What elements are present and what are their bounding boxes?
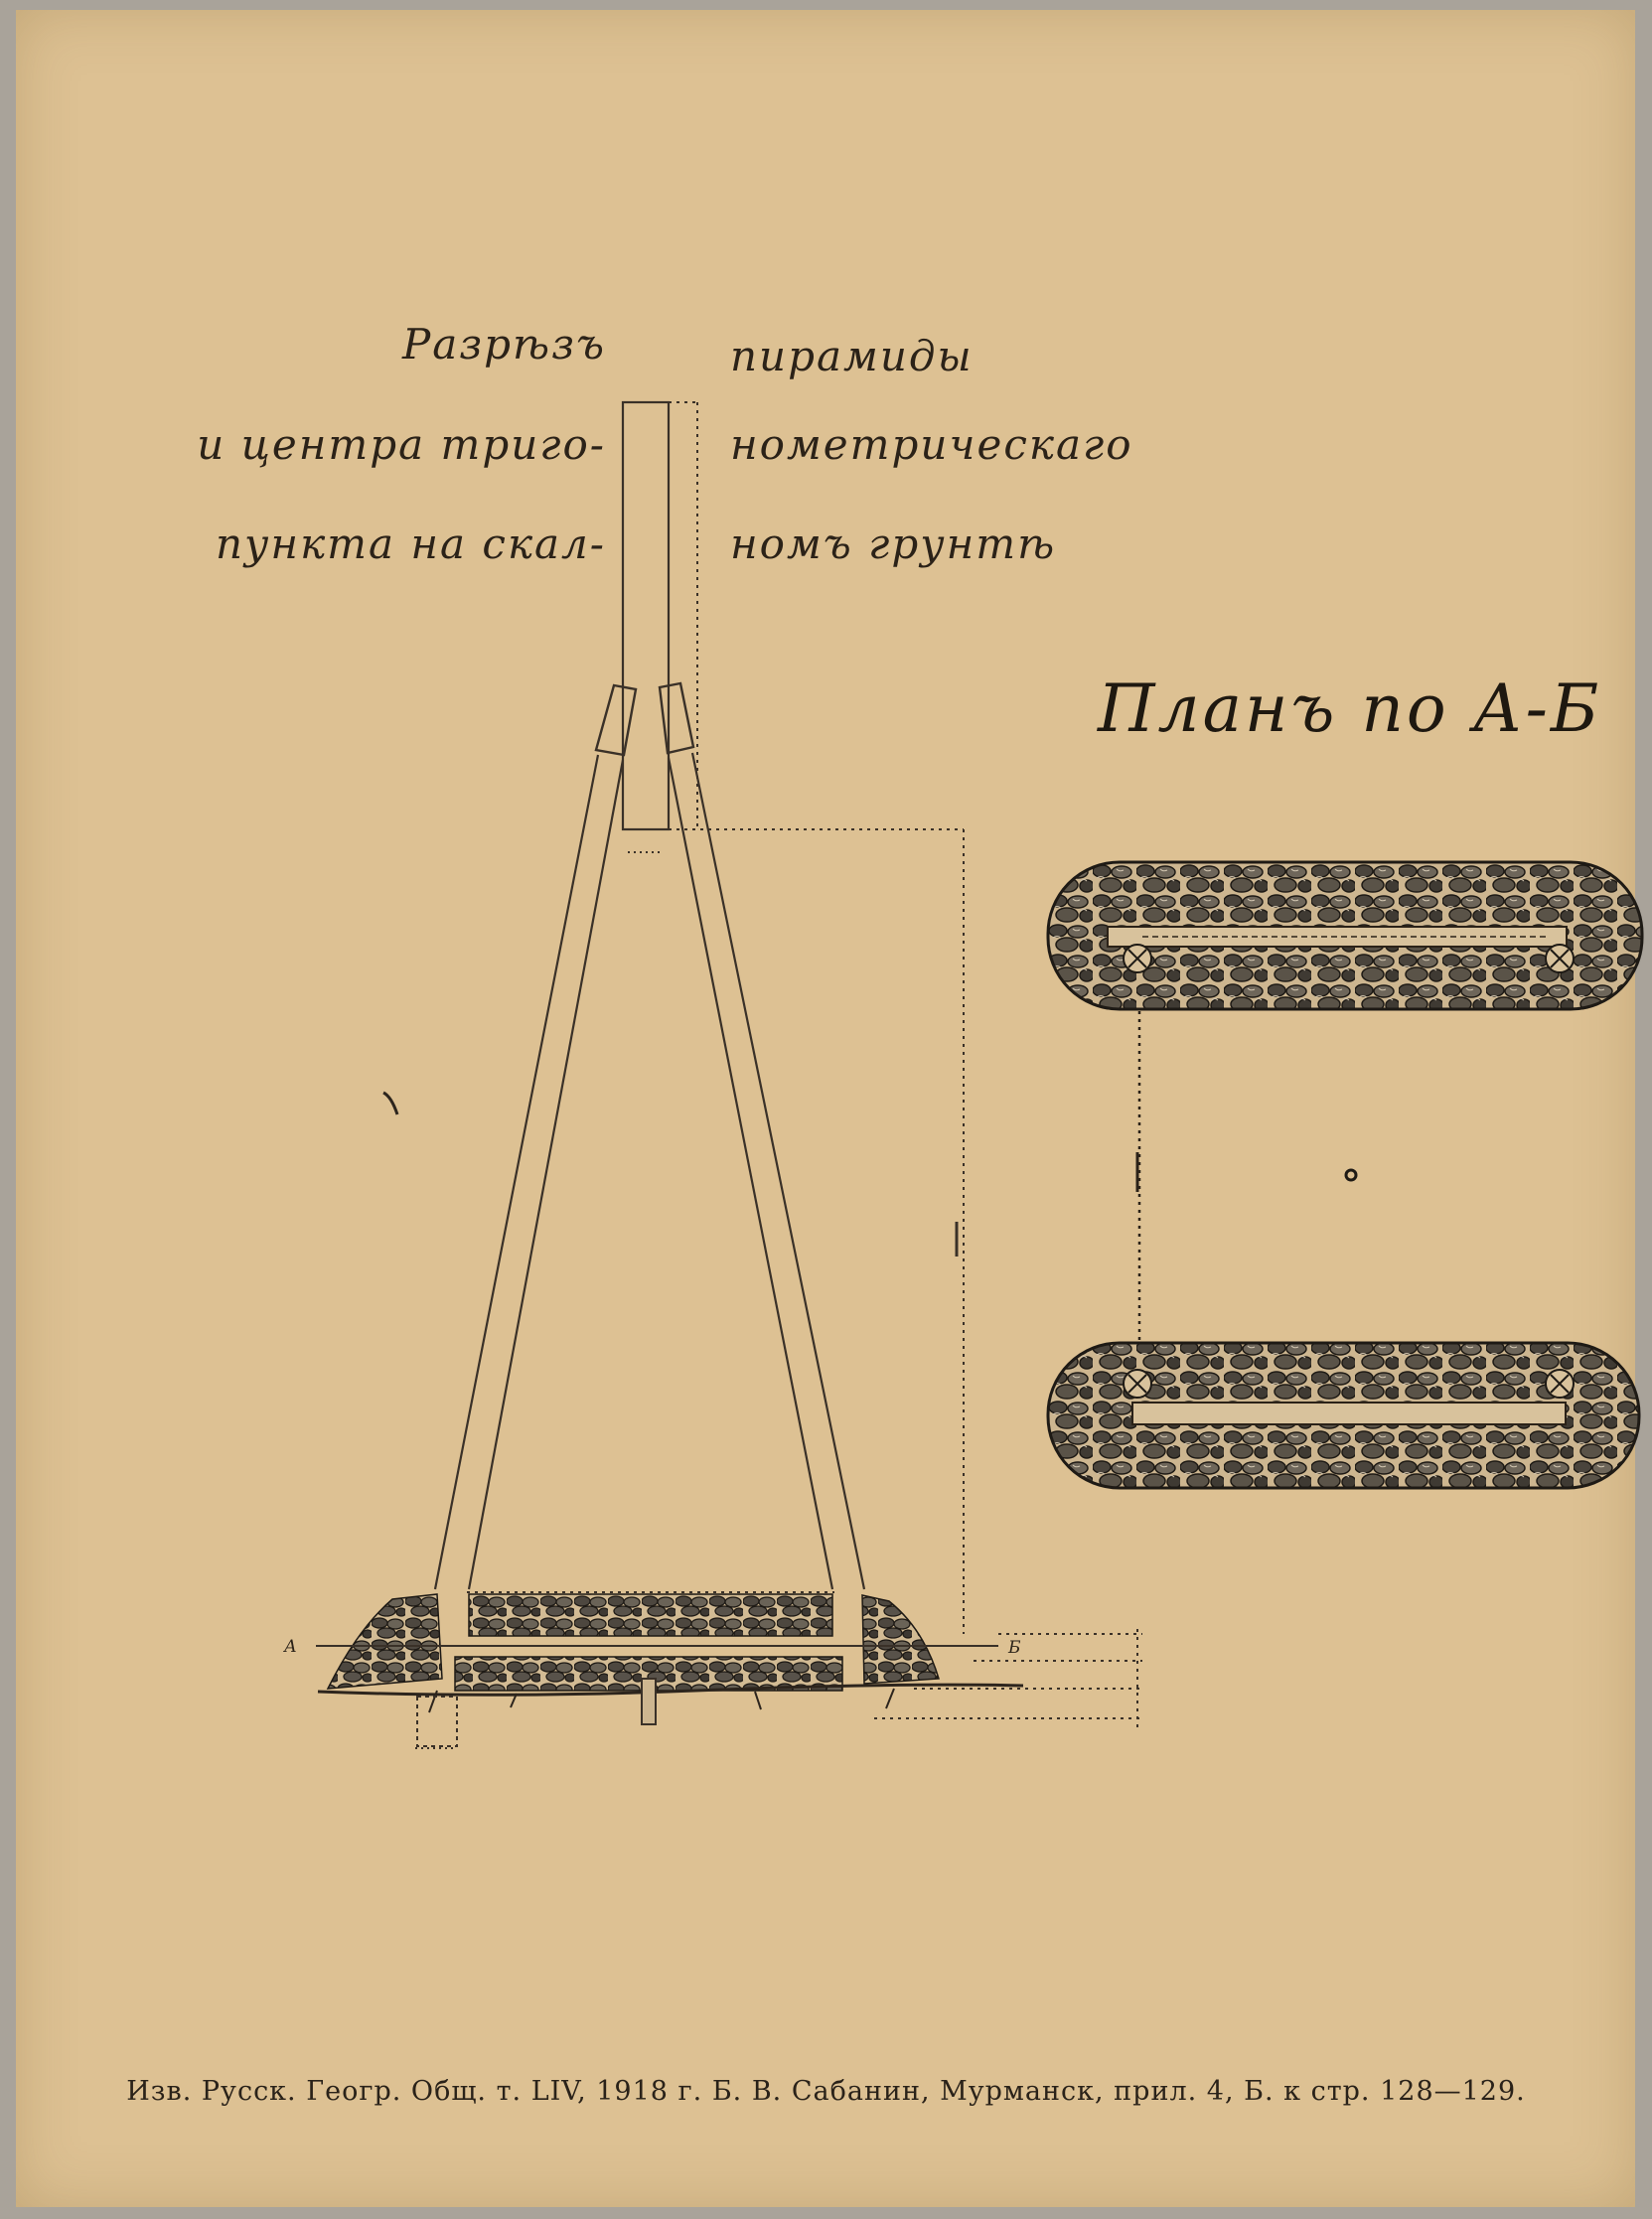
- stone-foundation: [318, 1594, 1023, 1746]
- section-title-right-line-1: пирамиды: [730, 332, 974, 380]
- center-point: [1346, 1170, 1356, 1180]
- section-title-left-line-1: Разрѣзъ: [401, 320, 606, 369]
- left-leg-outer: [435, 755, 598, 1589]
- left-leg-cap: [596, 685, 636, 755]
- section-title-right-line-2: нометрическаго: [730, 420, 1133, 469]
- plan-view: [1048, 862, 1642, 1488]
- right-leg-outer: [692, 753, 864, 1589]
- point-a-label: А: [284, 1637, 297, 1657]
- stray-mark: [383, 1093, 397, 1114]
- plan-beam-lower: [1132, 1403, 1566, 1424]
- section-title-right-line-3: номъ грунтѣ: [730, 519, 1057, 568]
- point-b-label: Б: [1008, 1638, 1021, 1658]
- section-title-left-line-3: пункта на скал-: [215, 519, 606, 568]
- plan-title: Планъ по А-Б: [1098, 670, 1602, 747]
- footer-citation: Изв. Русск. Геогр. Общ. т. LIV, 1918 г. Б. В. Сабанин, Мурманск, прил. 4, Б. к стр. 128—129.: [126, 2076, 1526, 2107]
- center-post: [623, 402, 669, 829]
- stone-heap-top: [469, 1594, 832, 1636]
- right-leg-inner: [669, 758, 832, 1589]
- pyramid-section: [435, 402, 964, 1634]
- left-leg-inner: [469, 760, 623, 1589]
- right-leg-cap: [660, 683, 693, 753]
- section-title-left-line-2: и центра триго-: [197, 420, 606, 469]
